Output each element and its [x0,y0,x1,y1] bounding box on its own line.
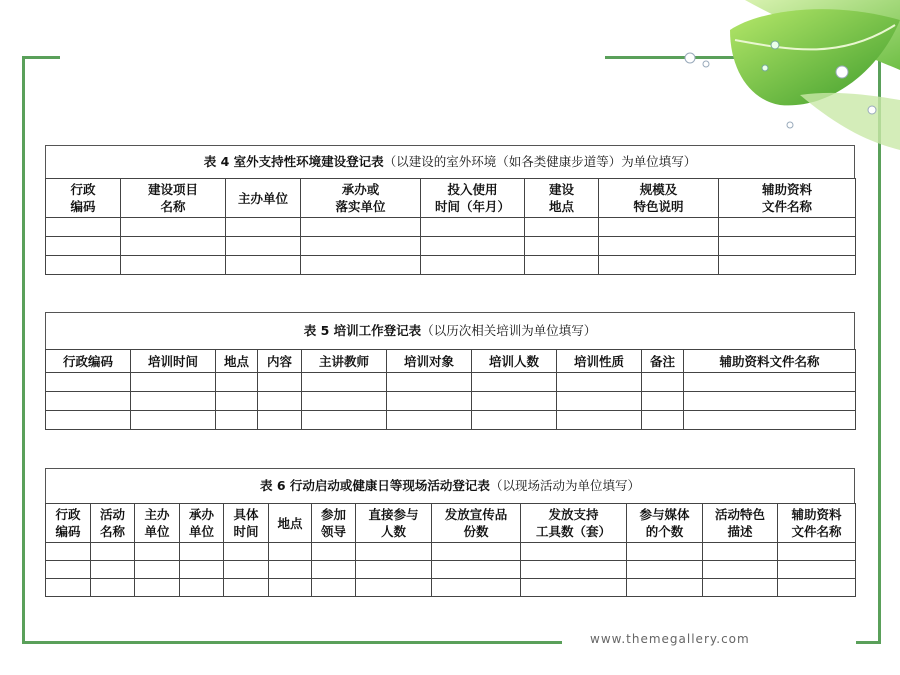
column-header-line: 时间（年月） [434,199,510,214]
column-header-line: 承办或 [341,182,380,197]
table-cell[interactable] [91,543,135,561]
frame-left [22,56,25,644]
column-header-line: 名称 [99,524,125,539]
column-header-line: 主办单位 [237,190,288,206]
table-row [46,392,856,411]
table-cell[interactable] [356,579,432,597]
column-header [135,504,180,543]
column-header [180,504,224,543]
column-header-line: 规模及 [639,182,678,197]
table-cell[interactable] [472,392,557,411]
column-header [778,504,856,543]
column-header-line: 特色说明 [633,199,684,214]
table-cell[interactable] [778,561,856,579]
table-cell[interactable] [387,411,472,430]
column-header [521,504,627,543]
column-header [301,179,421,218]
column-header [312,504,356,543]
table-cell[interactable] [216,411,258,430]
column-header-line: 主办 [144,507,170,522]
table-cell[interactable] [778,579,856,597]
table-row [46,561,856,579]
column-header [421,179,525,218]
table-5-title-main: 表 5 培训工作登记表 [303,323,422,338]
table-cell[interactable] [627,579,703,597]
column-header-line: 发放宣传品 [444,507,508,522]
column-header-line: 描述 [727,524,753,539]
table-cell[interactable] [719,256,856,275]
column-header [719,179,856,218]
table-5-block [45,312,855,430]
column-header-line: 投入使用 [447,182,498,197]
table-cell[interactable] [46,373,131,392]
column-header-line: 地点 [548,199,574,214]
column-header-line: 建设项目 [147,182,198,197]
table-cell[interactable] [46,392,131,411]
column-header-line: 行政 [55,507,81,522]
column-header-line: 活动 [99,507,125,522]
table-cell[interactable] [135,579,180,597]
column-header-line: 文件名称 [761,199,812,214]
column-header-line: 地点 [277,515,303,531]
column-header-line: 份数 [463,524,489,539]
table-cell[interactable] [301,256,421,275]
table-cell[interactable] [46,237,121,256]
table-cell[interactable] [226,218,301,237]
table-cell[interactable] [269,561,312,579]
table-cell[interactable] [421,237,525,256]
table-cell[interactable] [180,579,224,597]
column-header-line: 直接参与 [368,507,419,522]
table-cell[interactable] [121,218,226,237]
table-4-block [45,145,855,275]
column-header-line: 文件名称 [791,524,842,539]
table-cell[interactable] [216,392,258,411]
column-header [387,350,472,373]
table-cell[interactable] [226,237,301,256]
table-cell[interactable] [46,579,91,597]
table-cell[interactable] [525,237,599,256]
table-cell[interactable] [302,392,387,411]
column-header-line: 单位 [144,524,170,539]
table-cell[interactable] [224,543,269,561]
table-cell[interactable] [121,237,226,256]
table-cell[interactable] [302,373,387,392]
table-cell[interactable] [135,543,180,561]
column-header-line: 培训人数 [488,353,539,369]
column-header [356,504,432,543]
table-5-title-note: （以历次相关培训为单位填写） [421,323,597,338]
table-cell[interactable] [135,561,180,579]
table-cell[interactable] [91,579,135,597]
table-cell[interactable] [684,392,856,411]
column-header-line: 单位 [188,524,214,539]
table-cell[interactable] [557,373,642,392]
table-cell[interactable] [557,411,642,430]
table-6-title-note: （以现场活动为单位填写） [489,478,640,493]
table-cell[interactable] [121,256,226,275]
column-header-line: 具体 [233,507,259,522]
table-cell[interactable] [46,543,91,561]
table-cell[interactable] [432,543,521,561]
frame-top-right [605,56,881,59]
table-cell[interactable] [421,256,525,275]
column-header-line: 时间 [233,524,259,539]
frame-bottom-right [856,641,881,644]
table-cell[interactable] [258,411,302,430]
leaf-decoration [0,0,900,160]
column-header-line: 发放支持 [548,507,599,522]
column-header [46,504,91,543]
table-cell[interactable] [258,373,302,392]
table-cell[interactable] [258,392,302,411]
column-header-line: 辅助资料文件名称 [719,353,820,369]
column-header-line: 建设 [548,182,574,197]
table-cell[interactable] [432,561,521,579]
frame-bottom-left [22,641,562,644]
table-cell[interactable] [421,218,525,237]
frame-right [878,56,881,644]
table-cell[interactable] [684,411,856,430]
footer-url: www.themegallery.com [590,632,750,646]
table-cell[interactable] [226,256,301,275]
column-header-line: 落实单位 [335,199,386,214]
table-cell[interactable] [131,373,216,392]
table-cell[interactable] [719,237,856,256]
column-header [258,350,302,373]
table-cell[interactable] [557,392,642,411]
column-header-line: 内容 [266,353,292,369]
column-header-line: 人数 [380,524,406,539]
column-header-line: 主讲教师 [318,353,369,369]
table-6-title-main: 表 6 行动启动或健康日等现场活动登记表 [260,478,490,493]
column-header [432,504,521,543]
column-header [226,179,301,218]
frame-top-left [22,56,60,59]
table-row [46,373,856,392]
table-cell[interactable] [703,561,778,579]
column-header-line: 辅助资料 [761,182,812,197]
column-header-line: 培训对象 [403,353,454,369]
column-header [684,350,856,373]
table-cell[interactable] [224,579,269,597]
table-cell[interactable] [627,561,703,579]
table-cell[interactable] [216,373,258,392]
table-cell[interactable] [224,561,269,579]
column-header-line: 地点 [223,353,249,369]
column-header [302,350,387,373]
table-row [46,411,856,430]
column-header [224,504,269,543]
column-header [703,504,778,543]
table-cell[interactable] [356,561,432,579]
column-header-line: 辅助资料 [791,507,842,522]
table-cell[interactable] [356,543,432,561]
table-row [46,543,856,561]
table-cell[interactable] [703,579,778,597]
table-cell[interactable] [46,218,121,237]
table-cell[interactable] [719,218,856,237]
table-cell[interactable] [301,218,421,237]
table-5 [45,349,856,430]
table-cell[interactable] [301,237,421,256]
column-header-line: 编码 [55,524,81,539]
table-cell[interactable] [521,579,627,597]
table-4-title-main: 表 4 室外支持性环境建设登记表 [203,154,384,169]
table-row [46,256,856,275]
column-header-line: 领导 [320,524,346,539]
column-header-line: 名称 [160,199,186,214]
column-header [46,179,121,218]
column-header-line: 工具数（套） [535,524,611,539]
table-cell[interactable] [521,543,627,561]
table-6-title [45,468,855,503]
table-6-block [45,468,855,597]
column-header [627,504,703,543]
column-header [472,350,557,373]
column-header-line: 备注 [649,353,675,369]
column-header-line: 的个数 [645,524,684,539]
column-header [599,179,719,218]
table-cell[interactable] [599,237,719,256]
table-cell[interactable] [599,256,719,275]
column-header-line: 编码 [70,199,96,214]
table-row [46,218,856,237]
table-cell[interactable] [472,373,557,392]
table-5-title [45,312,855,349]
table-cell[interactable] [778,543,856,561]
column-header-line: 培训时间 [147,353,198,369]
table-cell[interactable] [46,411,131,430]
table-cell[interactable] [46,256,121,275]
table-cell[interactable] [302,411,387,430]
table-cell[interactable] [91,561,135,579]
table-4-title [45,145,855,178]
table-cell[interactable] [684,373,856,392]
table-cell[interactable] [472,411,557,430]
column-header [216,350,258,373]
column-header-line: 参加 [320,507,346,522]
table-cell[interactable] [521,561,627,579]
table-cell[interactable] [180,543,224,561]
table-cell[interactable] [131,411,216,430]
table-cell[interactable] [432,579,521,597]
table-cell[interactable] [642,411,684,430]
table-cell[interactable] [627,543,703,561]
table-cell[interactable] [46,561,91,579]
table-row [46,579,856,597]
table-cell[interactable] [180,561,224,579]
column-header-line: 参与媒体 [639,507,690,522]
table-cell[interactable] [387,392,472,411]
column-header [557,350,642,373]
table-cell[interactable] [312,579,356,597]
column-header-line: 活动特色 [714,507,765,522]
table-6 [45,503,856,597]
table-cell[interactable] [599,218,719,237]
table-4 [45,178,856,275]
column-header [131,350,216,373]
table-cell[interactable] [525,256,599,275]
table-cell[interactable] [525,218,599,237]
table-cell[interactable] [642,392,684,411]
table-cell[interactable] [703,543,778,561]
table-cell[interactable] [131,392,216,411]
table-cell[interactable] [642,373,684,392]
column-header [91,504,135,543]
column-header-line: 培训性质 [573,353,624,369]
table-cell[interactable] [387,373,472,392]
column-header [642,350,684,373]
column-header-line: 承办 [188,507,214,522]
table-4-title-note: （以建设的室外环境（如各类健康步道等）为单位填写） [383,154,697,169]
column-header [46,350,131,373]
column-header [269,504,312,543]
table-cell[interactable] [312,543,356,561]
column-header-line: 行政编码 [62,353,113,369]
table-cell[interactable] [269,543,312,561]
column-header [525,179,599,218]
table-cell[interactable] [312,561,356,579]
column-header-line: 行政 [70,182,96,197]
table-cell[interactable] [269,579,312,597]
column-header [121,179,226,218]
table-row [46,237,856,256]
